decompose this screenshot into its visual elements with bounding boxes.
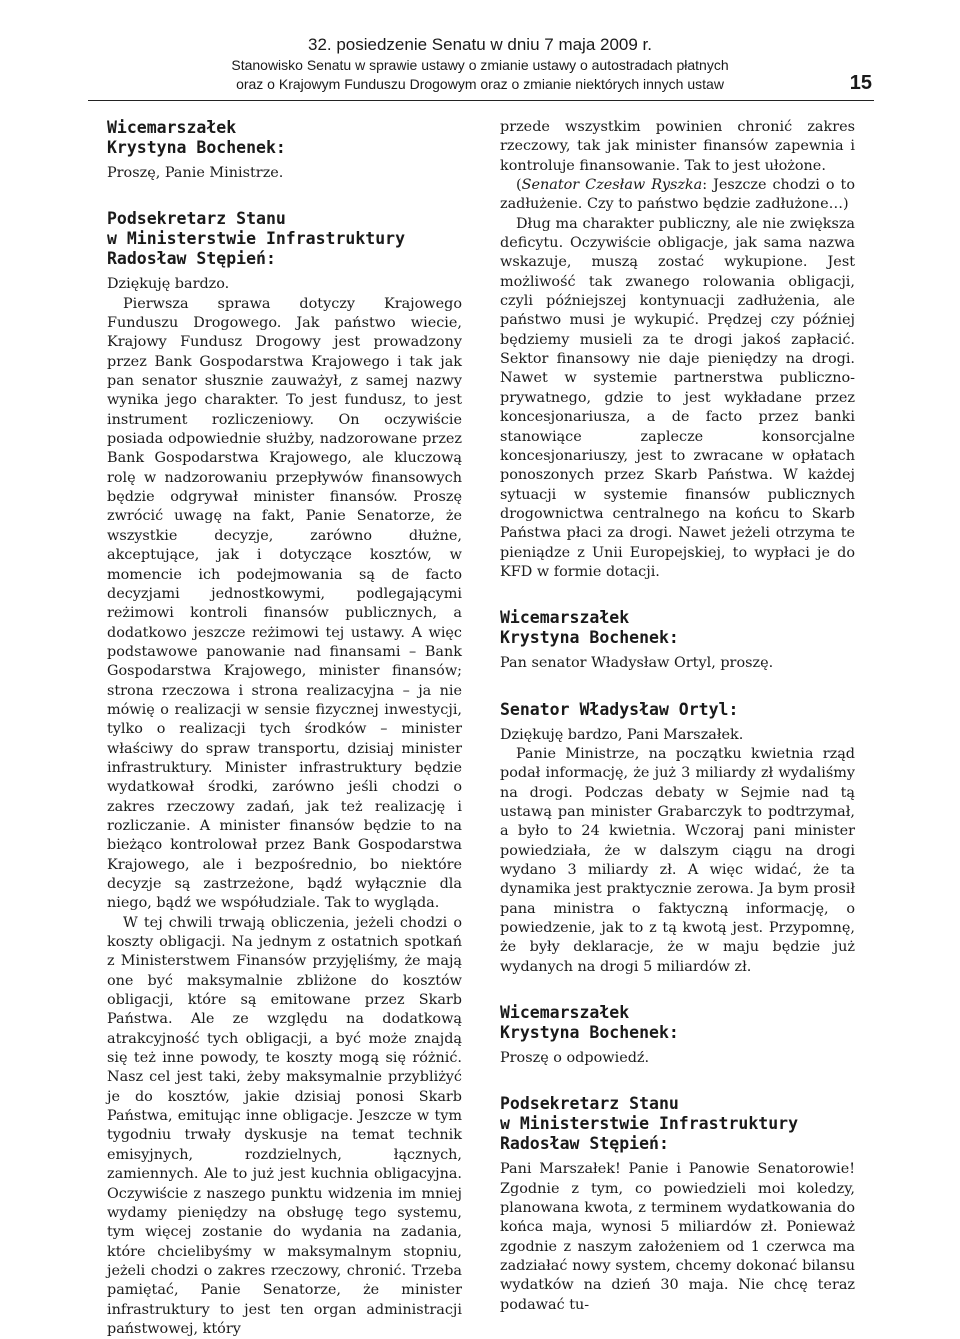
speaker-heading [107,209,462,269]
speaker-role: Podsekretarz Stanu [500,1094,679,1114]
interjection-speaker: Senator Czesław Ryszka [521,177,703,194]
speaker-role: Wicemarszałek [500,608,630,628]
speaker-role: Wicemarszałek [500,1003,630,1023]
header-topic-line-1: Stanowisko Senatu w sprawie ustawy o zmianie ustawy o autostradach płatnych [231,57,729,73]
speaker-heading [500,1003,855,1043]
paragraph: Dziękuję bardzo. [107,276,230,293]
speaker-name: Radosław Stępień: [107,249,276,269]
header-rule [88,100,874,101]
interjection-text: : Jeszcze chodzi o to zadłużenie. Czy to państwo będzie zadłużone…) [500,177,855,213]
left-column [107,118,462,1339]
interjection [500,176,855,215]
paragraph: Proszę, Panie Ministrze. [107,165,284,181]
paragraph: Pan senator Władysław Ortyl, proszę. [500,655,774,672]
paragraph: Dług ma charakter publiczny, ale nie zwiększa deficytu. Oczywiście obligacje, jak sama nazwa wskazuje, muszą zostać wykupione. Jest możliwość tak zwanego rolowania obligacji, czyli późniejszej kontynuacji zadłużenia, ale państwo musi je wykupić. Prędzej czy później będziemy musieli za te drogi jakoś zapłacić. Sektor finansowy nie daje pieniędzy na drogi. Nawet w systemie partnerstwa publiczno-prywatnego, gdzie to jest wykładane przez koncesjonariusza, a de facto przez banki stanowiące zaplecze konsorcjalne koncesjonariuszy, jest to zwracane w opłatach ponoszonych przez Skarb Państwa. W każdej sytuacji w systemie finansów publicznych drogownictwa centralnego na końcu to Skarb Państwa płaci za drogi. Nawet jeżeli otrzyma te pieniądze z Unii Europejskiej, to wypłaci je do KFD w formie dotacji. [500,215,855,580]
speaker-name: Radosław Stępień: [500,1134,669,1154]
speaker-heading [500,1094,855,1154]
header-session-line: 32. posiedzenie Senatu w dniu 7 maja 2009 r. [307,35,653,54]
speaker-heading [500,608,855,648]
speaker-name: Krystyna Bochenek: [500,628,679,648]
speaker-name: Krystyna Bochenek: [500,1023,679,1043]
running-header [0,34,960,94]
paragraph: Panie Ministrze, na początku kwietnia rząd podał informację, że już 3 miliardy zł wydaliśmy na drogi. Podczas debaty w Sejmie nad tą ustawą pan minister Grabarczyk to podtrzymał, a było to 24 kwietnia. Wczoraj pani minister powiedziała, że w dalszym ciągu na drogi wydano 3 miliardy zł. A więc widać, że ta dynamika jest praktycznie zerowa. Ja bym prosił pana ministra o faktyczną informację, o powiedzenie, jak to z tą kwotą jest. Przypomnę, że były deklaracje, że w maju będzie już wydanych na drogi 5 miliardów zł. [500,745,855,975]
paragraph: przede wszystkim powinien chronić zakres rzeczowy, tak jak minister finansów zapewnia i kontroluje finansowanie. Tak to jest ułożone. [500,119,855,174]
interjection-open: ( [516,177,522,194]
header-topic-line-2: oraz o Krajowym Funduszu Drogowym oraz o zmianie niektórych innych ustaw [236,76,724,92]
speaker-heading [107,118,462,158]
paragraph: Proszę o odpowiedź. [500,1050,650,1067]
speaker-name: Senator Władysław Ortyl: [500,699,739,719]
speaker-role: Podsekretarz Stanu [107,209,286,229]
paragraph: Dziękuję bardzo, Pani Marszałek. [500,726,744,743]
right-column [500,118,855,1315]
paragraph: Pierwsza sprawa dotyczy Krajowego Funduszu Drogowego. Jak państwo wiecie, Krajowy Fundusz Drogowy jest prowadzony przez Bank Gospodarstwa Krajowego i tak jak pan senator słusznie zauważył, z samej nazwy wynika jego charakter. To jest fundusz, to jest instrument rozliczeniowy. On oczywiście posiada odpowiednie służby, nadzorowane przez Bank Gospodarstwa Krajowego, ale kluczową rolę w nadzorowaniu przepływów finansowych będzie odgrywał minister finansów. Proszę zwrócić uwagę na fakt, Panie Senatorze, że wszystkie decyzje, zarówno dłużne, akceptujące, jak i dotyczące kosztów, w momencie ich podejmowania są de facto decyzjami jednostkowymi, podlegającymi reżimowi kontroli finansów publicznych, a dodatkowo jeszcze reżimowi tej ustawy. A więc podstawowe panowanie nad finansami – Bank Gospodarstwa Krajowego, minister finansów; strona rzeczowa i strona realizacyjna – ja nie mówię o realizacji w sensie fizycznej inwestycji, tylko o realizacji tych środków – minister właściwy do spraw transportu, dzisiaj minister infrastruktury. Minister infrastruktury będzie wydatkował środki, zarówno jeśli chodzi o zakres rzeczowy zadań, jak też realizację i rozliczanie. A minister finansów będzie to na bieżąco kontrolował przez Bank Gospodarstwa Krajowego, ale i bezpośrednio, bo niektóre decyzje są zastrzeżone, bądź wyłącznie dla niego, bądź we współudziale. Tak to wygląda. [107,295,462,912]
paragraph: Pani Marszałek! Panie i Panowie Senatorowie! Zgodnie z tym, co powiedzieli moi koledzy, planowana kwota, z terminem wydatkowania do końca maja, wynosi 5 miliardów zł. Ponieważ zgodnie z naszym założeniem od 1 czerwca ma zadziałać nowy system, chcemy dokonać bilansu wydatków na dzień 30 maja. Nie chcę teraz podawać tu- [500,1161,855,1313]
speaker-role: w Ministerstwie Infrastruktury [107,229,406,249]
speaker-heading [500,700,855,720]
paragraph: W tej chwili trwają obliczenia, jeżeli chodzi o koszty obligacji. Na jednym z ostatnich spotkań z Ministerstwem Finansów przyjęliśmy, że mają one być maksymalnie zbliżone do kosztów obligacji, które są emitowane przez Skarb Państwa. Ale ze względu na dodatkową atrakcyjność tych obligacji, a być może znajdą się też inne powody, te koszty mogą się różnić. Nasz cel jest taki, żeby maksymalnie przybliżyć je do kosztów, jakie dzisiaj ponosi Skarb Państwa, emitując inne obligacje. Jeszcze w tym tygodniu trwały dyskusje na temat technik emisyjnych, rozdzielnych, łącznych, zamiennych. Ale to już jest kuchnia obligacyjna. Oczywiście z naszego punktu widzenia im mniej wydamy pieniędzy na obsługę tego systemu, tym więcej zostanie do wydania na zadania, które chcielibyśmy w maksymalnym stopniu, jeżeli chodzi o zakres rzeczowy, chronić. Trzeba pamiętać, Panie Senatorze, że minister infrastruktury to jest ten organ administracji państwowej, który [107,914,462,1337]
speaker-name: Krystyna Bochenek: [107,138,286,157]
speaker-role: w Ministerstwie Infrastruktury [500,1114,799,1134]
speaker-role: Wicemarszałek [107,118,237,137]
page-number: 15 [849,72,872,94]
